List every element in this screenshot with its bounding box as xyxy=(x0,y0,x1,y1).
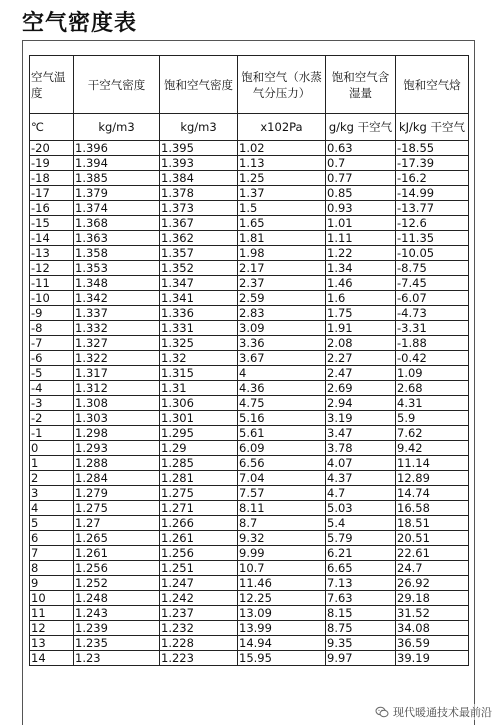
cell-temperature: -12 xyxy=(30,261,74,276)
cell-dry-air-density: 1.298 xyxy=(74,426,160,441)
cell-saturated-air-density: 1.266 xyxy=(160,516,238,531)
cell-temperature: 11 xyxy=(30,606,74,621)
table-row xyxy=(30,486,469,501)
cell-saturated-air-density: 1.325 xyxy=(160,336,238,351)
cell-moisture-content: 3.19 xyxy=(326,411,396,426)
cell-saturated-air-density: 1.228 xyxy=(160,636,238,651)
table-row xyxy=(30,456,469,471)
cell-saturated-air-density: 1.237 xyxy=(160,606,238,621)
cell-vapor-pressure: 2.37 xyxy=(238,276,326,291)
cell-enthalpy: -1.88 xyxy=(396,336,469,351)
cell-enthalpy: 11.14 xyxy=(396,456,469,471)
table-row xyxy=(30,261,469,276)
cell-saturated-air-density: 1.347 xyxy=(160,276,238,291)
cell-saturated-air-density: 1.281 xyxy=(160,471,238,486)
cell-saturated-air-density: 1.242 xyxy=(160,591,238,606)
cell-moisture-content: 9.35 xyxy=(326,636,396,651)
cell-saturated-air-density: 1.378 xyxy=(160,186,238,201)
cell-moisture-content: 0.63 xyxy=(326,141,396,156)
cell-dry-air-density: 1.275 xyxy=(74,501,160,516)
cell-enthalpy: 24.7 xyxy=(396,561,469,576)
cell-vapor-pressure: 4 xyxy=(238,366,326,381)
cell-vapor-pressure: 7.57 xyxy=(238,486,326,501)
cell-dry-air-density: 1.385 xyxy=(74,171,160,186)
cell-saturated-air-density: 1.256 xyxy=(160,546,238,561)
cell-dry-air-density: 1.358 xyxy=(74,246,160,261)
cell-vapor-pressure: 11.46 xyxy=(238,576,326,591)
cell-saturated-air-density: 1.31 xyxy=(160,381,238,396)
cell-temperature: 7 xyxy=(30,546,74,561)
cell-temperature: -16 xyxy=(30,201,74,216)
cell-vapor-pressure: 4.36 xyxy=(238,381,326,396)
cell-enthalpy: 9.42 xyxy=(396,441,469,456)
cell-saturated-air-density: 1.295 xyxy=(160,426,238,441)
cell-vapor-pressure: 3.09 xyxy=(238,321,326,336)
cell-temperature: 8 xyxy=(30,561,74,576)
table-row xyxy=(30,156,469,171)
cell-dry-air-density: 1.353 xyxy=(74,261,160,276)
cell-vapor-pressure: 1.02 xyxy=(238,141,326,156)
table-row xyxy=(30,291,469,306)
cell-temperature: 13 xyxy=(30,636,74,651)
cell-moisture-content: 1.6 xyxy=(326,291,396,306)
cell-vapor-pressure: 1.13 xyxy=(238,156,326,171)
cell-saturated-air-density: 1.373 xyxy=(160,201,238,216)
cell-moisture-content: 2.27 xyxy=(326,351,396,366)
header-saturated-air-density: 饱和空气密度 xyxy=(160,56,238,114)
page-title: 空气密度表 xyxy=(22,11,138,36)
cell-dry-air-density: 1.23 xyxy=(74,651,160,666)
cell-dry-air-density: 1.348 xyxy=(74,276,160,291)
cell-saturated-air-density: 1.393 xyxy=(160,156,238,171)
table-row xyxy=(30,336,469,351)
cell-enthalpy: -7.45 xyxy=(396,276,469,291)
cell-enthalpy: 18.51 xyxy=(396,516,469,531)
cell-moisture-content: 7.13 xyxy=(326,576,396,591)
air-density-table xyxy=(29,55,469,666)
cell-moisture-content: 4.37 xyxy=(326,471,396,486)
table-row xyxy=(30,621,469,636)
cell-vapor-pressure: 3.67 xyxy=(238,351,326,366)
cell-enthalpy: 5.9 xyxy=(396,411,469,426)
cell-temperature: -10 xyxy=(30,291,74,306)
cell-enthalpy: -3.31 xyxy=(396,321,469,336)
cell-enthalpy: -13.77 xyxy=(396,201,469,216)
table-row xyxy=(30,516,469,531)
cell-moisture-content: 0.77 xyxy=(326,171,396,186)
cell-temperature: -3 xyxy=(30,396,74,411)
header-row xyxy=(30,56,469,114)
cell-temperature: -6 xyxy=(30,351,74,366)
cell-vapor-pressure: 1.37 xyxy=(238,186,326,201)
cell-enthalpy: 12.89 xyxy=(396,471,469,486)
cell-moisture-content: 5.4 xyxy=(326,516,396,531)
cell-vapor-pressure: 3.36 xyxy=(238,336,326,351)
cell-vapor-pressure: 2.59 xyxy=(238,291,326,306)
cell-moisture-content: 3.78 xyxy=(326,441,396,456)
cell-moisture-content: 1.11 xyxy=(326,231,396,246)
cell-vapor-pressure: 14.94 xyxy=(238,636,326,651)
watermark xyxy=(375,704,492,720)
table-row xyxy=(30,441,469,456)
cell-saturated-air-density: 1.232 xyxy=(160,621,238,636)
cell-temperature: 2 xyxy=(30,471,74,486)
cell-temperature: -18 xyxy=(30,171,74,186)
table-row xyxy=(30,591,469,606)
table-row xyxy=(30,576,469,591)
cell-moisture-content: 5.03 xyxy=(326,501,396,516)
cell-temperature: 5 xyxy=(30,516,74,531)
cell-moisture-content: 1.75 xyxy=(326,306,396,321)
cell-vapor-pressure: 9.99 xyxy=(238,546,326,561)
cell-enthalpy: 26.92 xyxy=(396,576,469,591)
cell-saturated-air-density: 1.32 xyxy=(160,351,238,366)
cell-vapor-pressure: 5.16 xyxy=(238,411,326,426)
header-dry-air-density: 干空气密度 xyxy=(74,56,160,114)
cell-moisture-content: 1.22 xyxy=(326,246,396,261)
cell-saturated-air-density: 1.261 xyxy=(160,531,238,546)
table-row xyxy=(30,351,469,366)
cell-dry-air-density: 1.317 xyxy=(74,366,160,381)
unit-vapor-pressure: x102Pa xyxy=(238,114,326,141)
cell-dry-air-density: 1.261 xyxy=(74,546,160,561)
table-row xyxy=(30,411,469,426)
cell-dry-air-density: 1.252 xyxy=(74,576,160,591)
cell-moisture-content: 1.46 xyxy=(326,276,396,291)
cell-saturated-air-density: 1.251 xyxy=(160,561,238,576)
cell-vapor-pressure: 1.5 xyxy=(238,201,326,216)
cell-temperature: 4 xyxy=(30,501,74,516)
cell-temperature: -19 xyxy=(30,156,74,171)
cell-enthalpy: 2.68 xyxy=(396,381,469,396)
unit-row xyxy=(30,114,469,141)
cell-temperature: -11 xyxy=(30,276,74,291)
cell-vapor-pressure: 8.11 xyxy=(238,501,326,516)
cell-enthalpy: 39.19 xyxy=(396,651,469,666)
cell-enthalpy: -11.35 xyxy=(396,231,469,246)
cell-enthalpy: -10.05 xyxy=(396,246,469,261)
cell-moisture-content: 0.7 xyxy=(326,156,396,171)
cell-saturated-air-density: 1.285 xyxy=(160,456,238,471)
table-row xyxy=(30,306,469,321)
cell-moisture-content: 4.07 xyxy=(326,456,396,471)
cell-saturated-air-density: 1.306 xyxy=(160,396,238,411)
cell-enthalpy: -12.6 xyxy=(396,216,469,231)
cell-moisture-content: 8.15 xyxy=(326,606,396,621)
cell-temperature: 6 xyxy=(30,531,74,546)
cell-temperature: 12 xyxy=(30,621,74,636)
cell-vapor-pressure: 12.25 xyxy=(238,591,326,606)
cell-vapor-pressure: 9.32 xyxy=(238,531,326,546)
cell-saturated-air-density: 1.384 xyxy=(160,171,238,186)
cell-moisture-content: 6.21 xyxy=(326,546,396,561)
cell-vapor-pressure: 7.04 xyxy=(238,471,326,486)
cell-saturated-air-density: 1.315 xyxy=(160,366,238,381)
cell-vapor-pressure: 1.81 xyxy=(238,231,326,246)
table-row xyxy=(30,606,469,621)
cell-moisture-content: 1.01 xyxy=(326,216,396,231)
cell-temperature: -5 xyxy=(30,366,74,381)
cell-saturated-air-density: 1.362 xyxy=(160,231,238,246)
cell-enthalpy: 36.59 xyxy=(396,636,469,651)
table-row xyxy=(30,546,469,561)
cell-dry-air-density: 1.396 xyxy=(74,141,160,156)
cell-temperature: -17 xyxy=(30,186,74,201)
header-vapor-pressure: 饱和空气（水蒸气分压力） xyxy=(238,56,326,114)
cell-dry-air-density: 1.265 xyxy=(74,531,160,546)
cell-vapor-pressure: 13.99 xyxy=(238,621,326,636)
cell-vapor-pressure: 15.95 xyxy=(238,651,326,666)
table-row xyxy=(30,171,469,186)
cell-vapor-pressure: 6.09 xyxy=(238,441,326,456)
table-row xyxy=(30,531,469,546)
cell-enthalpy: -16.2 xyxy=(396,171,469,186)
cell-enthalpy: 31.52 xyxy=(396,606,469,621)
table-row xyxy=(30,246,469,261)
cell-saturated-air-density: 1.331 xyxy=(160,321,238,336)
cell-moisture-content: 0.85 xyxy=(326,186,396,201)
table-row xyxy=(30,651,469,666)
cell-vapor-pressure: 1.25 xyxy=(238,171,326,186)
cell-temperature: 10 xyxy=(30,591,74,606)
cell-dry-air-density: 1.248 xyxy=(74,591,160,606)
cell-vapor-pressure: 4.75 xyxy=(238,396,326,411)
cell-saturated-air-density: 1.271 xyxy=(160,501,238,516)
table-row xyxy=(30,501,469,516)
cell-dry-air-density: 1.235 xyxy=(74,636,160,651)
unit-temperature: ℃ xyxy=(30,114,74,141)
cell-saturated-air-density: 1.341 xyxy=(160,291,238,306)
cell-enthalpy: -14.99 xyxy=(396,186,469,201)
table-row xyxy=(30,636,469,651)
cell-vapor-pressure: 2.17 xyxy=(238,261,326,276)
table-row xyxy=(30,396,469,411)
cell-saturated-air-density: 1.275 xyxy=(160,486,238,501)
cell-enthalpy: -4.73 xyxy=(396,306,469,321)
cell-enthalpy: 1.09 xyxy=(396,366,469,381)
table-row xyxy=(30,276,469,291)
cell-enthalpy: 7.62 xyxy=(396,426,469,441)
cell-moisture-content: 4.7 xyxy=(326,486,396,501)
cell-temperature: 9 xyxy=(30,576,74,591)
cell-dry-air-density: 1.279 xyxy=(74,486,160,501)
cell-temperature: -4 xyxy=(30,381,74,396)
cell-dry-air-density: 1.327 xyxy=(74,336,160,351)
table-row xyxy=(30,561,469,576)
cell-temperature: -7 xyxy=(30,336,74,351)
cell-dry-air-density: 1.288 xyxy=(74,456,160,471)
cell-moisture-content: 3.47 xyxy=(326,426,396,441)
cell-temperature: 3 xyxy=(30,486,74,501)
cell-dry-air-density: 1.293 xyxy=(74,441,160,456)
cell-dry-air-density: 1.284 xyxy=(74,471,160,486)
cell-saturated-air-density: 1.29 xyxy=(160,441,238,456)
table-row xyxy=(30,426,469,441)
unit-saturated-air-density: kg/m3 xyxy=(160,114,238,141)
cell-dry-air-density: 1.243 xyxy=(74,606,160,621)
unit-dry-air-density: kg/m3 xyxy=(74,114,160,141)
cell-enthalpy: 16.58 xyxy=(396,501,469,516)
cell-dry-air-density: 1.394 xyxy=(74,156,160,171)
cell-enthalpy: 34.08 xyxy=(396,621,469,636)
cell-dry-air-density: 1.379 xyxy=(74,186,160,201)
cell-saturated-air-density: 1.336 xyxy=(160,306,238,321)
table-row xyxy=(30,321,469,336)
header-enthalpy: 饱和空气焓 xyxy=(396,56,469,114)
cell-saturated-air-density: 1.367 xyxy=(160,216,238,231)
cell-dry-air-density: 1.239 xyxy=(74,621,160,636)
cell-moisture-content: 9.97 xyxy=(326,651,396,666)
cell-moisture-content: 5.79 xyxy=(326,531,396,546)
table-row xyxy=(30,471,469,486)
table-row xyxy=(30,141,469,156)
cell-vapor-pressure: 2.83 xyxy=(238,306,326,321)
header-moisture-content: 饱和空气含湿量 xyxy=(326,56,396,114)
wechat-icon xyxy=(375,705,389,719)
cell-temperature: 0 xyxy=(30,441,74,456)
table-row xyxy=(30,216,469,231)
cell-moisture-content: 2.69 xyxy=(326,381,396,396)
cell-dry-air-density: 1.363 xyxy=(74,231,160,246)
cell-vapor-pressure: 6.56 xyxy=(238,456,326,471)
cell-dry-air-density: 1.332 xyxy=(74,321,160,336)
cell-moisture-content: 2.08 xyxy=(326,336,396,351)
cell-enthalpy: 4.31 xyxy=(396,396,469,411)
cell-dry-air-density: 1.322 xyxy=(74,351,160,366)
table-row xyxy=(30,381,469,396)
cell-saturated-air-density: 1.357 xyxy=(160,246,238,261)
cell-vapor-pressure: 5.61 xyxy=(238,426,326,441)
cell-dry-air-density: 1.312 xyxy=(74,381,160,396)
table-row xyxy=(30,201,469,216)
unit-moisture-content: g/kg 干空气 xyxy=(326,114,396,141)
cell-vapor-pressure: 1.98 xyxy=(238,246,326,261)
cell-moisture-content: 6.65 xyxy=(326,561,396,576)
cell-moisture-content: 0.93 xyxy=(326,201,396,216)
cell-saturated-air-density: 1.395 xyxy=(160,141,238,156)
cell-temperature: -9 xyxy=(30,306,74,321)
unit-enthalpy: kJ/kg 干空气 xyxy=(396,114,469,141)
cell-saturated-air-density: 1.352 xyxy=(160,261,238,276)
cell-vapor-pressure: 13.09 xyxy=(238,606,326,621)
cell-enthalpy: -17.39 xyxy=(396,156,469,171)
cell-vapor-pressure: 8.7 xyxy=(238,516,326,531)
cell-moisture-content: 2.47 xyxy=(326,366,396,381)
cell-temperature: -14 xyxy=(30,231,74,246)
cell-moisture-content: 1.91 xyxy=(326,321,396,336)
cell-moisture-content: 7.63 xyxy=(326,591,396,606)
cell-enthalpy: 22.61 xyxy=(396,546,469,561)
cell-temperature: -2 xyxy=(30,411,74,426)
cell-enthalpy: -8.75 xyxy=(396,261,469,276)
cell-enthalpy: -0.42 xyxy=(396,351,469,366)
cell-dry-air-density: 1.303 xyxy=(74,411,160,426)
cell-moisture-content: 2.94 xyxy=(326,396,396,411)
cell-moisture-content: 1.34 xyxy=(326,261,396,276)
cell-enthalpy: 29.18 xyxy=(396,591,469,606)
cell-dry-air-density: 1.256 xyxy=(74,561,160,576)
cell-temperature: -8 xyxy=(30,321,74,336)
cell-temperature: 1 xyxy=(30,456,74,471)
cell-vapor-pressure: 1.65 xyxy=(238,216,326,231)
table-row xyxy=(30,186,469,201)
cell-temperature: -20 xyxy=(30,141,74,156)
cell-saturated-air-density: 1.223 xyxy=(160,651,238,666)
cell-enthalpy: 14.74 xyxy=(396,486,469,501)
table-row xyxy=(30,231,469,246)
watermark-text: 现代暖通技术最前沿 xyxy=(393,706,492,719)
cell-saturated-air-density: 1.247 xyxy=(160,576,238,591)
cell-temperature: -1 xyxy=(30,426,74,441)
cell-temperature: -15 xyxy=(30,216,74,231)
cell-vapor-pressure: 10.7 xyxy=(238,561,326,576)
cell-dry-air-density: 1.27 xyxy=(74,516,160,531)
cell-temperature: 14 xyxy=(30,651,74,666)
cell-enthalpy: -18.55 xyxy=(396,141,469,156)
cell-dry-air-density: 1.368 xyxy=(74,216,160,231)
cell-enthalpy: -6.07 xyxy=(396,291,469,306)
table-row xyxy=(30,366,469,381)
cell-temperature: -13 xyxy=(30,246,74,261)
cell-dry-air-density: 1.342 xyxy=(74,291,160,306)
cell-saturated-air-density: 1.301 xyxy=(160,411,238,426)
cell-dry-air-density: 1.374 xyxy=(74,201,160,216)
cell-dry-air-density: 1.308 xyxy=(74,396,160,411)
cell-dry-air-density: 1.337 xyxy=(74,306,160,321)
cell-enthalpy: 20.51 xyxy=(396,531,469,546)
header-temperature: 空气温度 xyxy=(30,56,74,114)
cell-moisture-content: 8.75 xyxy=(326,621,396,636)
